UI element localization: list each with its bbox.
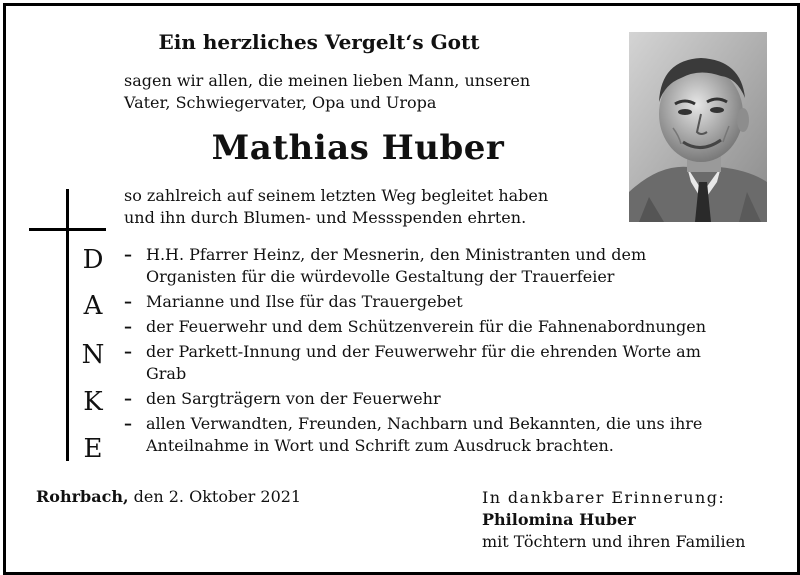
- danke-letter-e: E: [83, 434, 103, 464]
- list-dash: –: [124, 317, 132, 336]
- closing-signature: [482, 487, 745, 553]
- list-item: [124, 341, 764, 385]
- intro-line-1: sagen wir allen, die meinen lieben Mann, unseren: [124, 71, 531, 90]
- list-dash: –: [124, 292, 132, 311]
- thanks-line-1: so zahlreich auf seinem letzten Weg begleitet haben: [124, 186, 549, 205]
- signatory-name: Philomina Huber: [482, 510, 636, 529]
- list-dash: –: [124, 342, 132, 361]
- danke-letter-a: A: [83, 291, 103, 321]
- list-item-line-1: den Sargträgern von der Feuerwehr: [146, 389, 441, 408]
- intro-line-2: Vater, Schwiegervater, Opa und Uropa: [124, 93, 437, 112]
- thanks-line-2: und ihn durch Blumen- und Messspenden ehrten.: [124, 208, 527, 227]
- list-item-line-2: Organisten für die würdevolle Gestaltung der Trauerfeier: [146, 267, 615, 286]
- list-item: [124, 413, 764, 457]
- closing-line-3: mit Töchtern und ihren Familien: [482, 532, 746, 551]
- list-item-line-1: allen Verwandten, Freunden, Nachbarn und Bekannten, die uns ihre: [146, 414, 703, 433]
- list-item-line-1: H.H. Pfarrer Heinz, der Mesnerin, den Ministranten und dem: [146, 245, 647, 264]
- heading: Ein herzliches Vergelt‘s Gott: [158, 30, 480, 54]
- danke-letter-k: K: [83, 387, 103, 417]
- list-dash: –: [124, 389, 132, 408]
- list-item: [124, 316, 764, 338]
- deceased-name: Mathias Huber: [211, 128, 505, 168]
- thanks-text: [124, 185, 624, 229]
- list-item: [124, 244, 764, 288]
- place-date: [36, 487, 301, 506]
- list-item-line-1: der Feuerwehr und dem Schützenverein für die Fahnenabordnungen: [146, 317, 707, 336]
- list-item-line-2: Grab: [146, 364, 187, 383]
- danke-letter-d: D: [82, 245, 104, 275]
- obituary-card: [3, 3, 800, 575]
- list-item-line-1: der Parkett-Innung und der Feuwerwehr für die ehrenden Worte am: [146, 342, 701, 361]
- list-item-line-2: Anteilnahme in Wort und Schrift zum Ausdruck brachten.: [146, 436, 614, 455]
- place-name: Rohrbach,: [36, 487, 129, 506]
- danke-letter-n: N: [81, 340, 105, 370]
- list-item: [124, 291, 764, 313]
- portrait-photo-icon: [629, 32, 767, 222]
- list-dash: –: [124, 414, 132, 433]
- list-dash: –: [124, 245, 132, 264]
- intro-text: [124, 70, 624, 114]
- list-item: [124, 388, 764, 410]
- cross-horizontal-bar: [29, 228, 106, 231]
- list-item-line-1: Marianne und Ilse für das Trauergebet: [146, 292, 463, 311]
- closing-line-1: In dankbarer Erinnerung:: [482, 488, 726, 507]
- thanks-list: [124, 244, 764, 460]
- date-text: den 2. Oktober 2021: [128, 487, 302, 506]
